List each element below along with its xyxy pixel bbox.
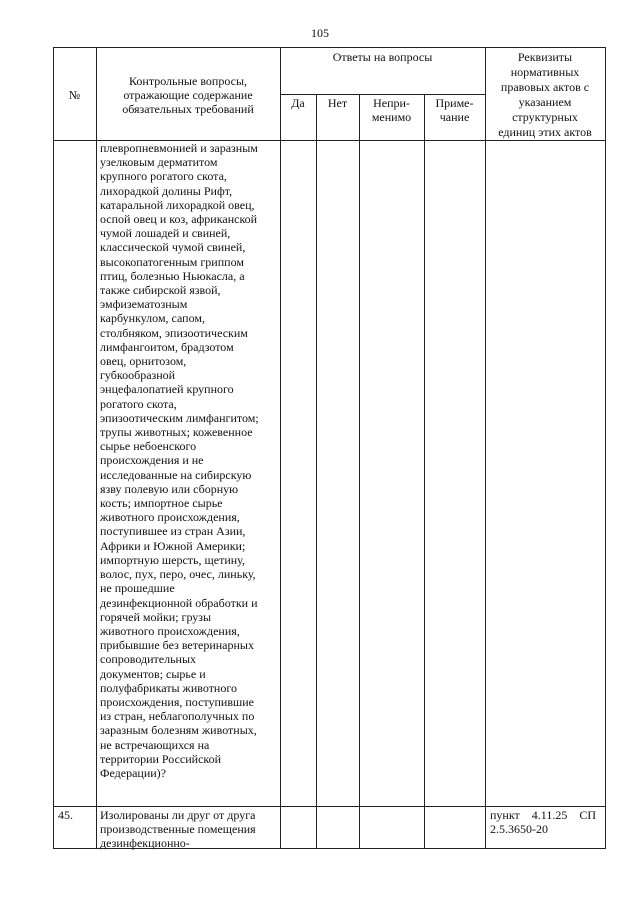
header-answer-na-line: Непри- bbox=[373, 96, 410, 110]
continued-question-line: крупного рогатого скота, bbox=[100, 169, 227, 184]
col-border-right bbox=[605, 47, 606, 849]
continued-question-line: трупы животных; кожевенное bbox=[100, 425, 253, 440]
row-45-requisite-line: пункт 4.11.25 СП bbox=[490, 808, 596, 822]
continued-question-line: не прошедшие bbox=[100, 581, 175, 596]
continued-question-line: сырье небоенского bbox=[100, 439, 197, 454]
continued-question-line: горячей мойки; грузы bbox=[100, 609, 212, 624]
continued-question-line: Африки и Южной Америки; bbox=[100, 538, 246, 553]
continued-question-line: оспой овец и коз, африканской bbox=[100, 212, 258, 227]
continued-question-line: плевропневмонией и заразным bbox=[100, 141, 258, 155]
row-45-requisite-line: 2.5.3650-20 bbox=[490, 822, 548, 836]
header-questions bbox=[96, 74, 280, 116]
col-border-yes bbox=[316, 94, 317, 849]
header-questions-line: Контрольные вопросы, bbox=[128, 74, 248, 88]
continued-question-line: столбняком, эпизоотическим bbox=[100, 325, 248, 340]
continued-question-text bbox=[100, 141, 280, 780]
col-border-left bbox=[53, 47, 54, 849]
header-requisites-line: указанием bbox=[518, 95, 572, 109]
continued-question-line: территории Российской bbox=[100, 751, 222, 766]
table-top-border bbox=[53, 47, 605, 48]
header-answer-note-line: чание bbox=[439, 110, 470, 124]
continued-question-line: овец, орнитозом, bbox=[100, 354, 187, 369]
continued-question-line: исследованные на сибирскую bbox=[100, 467, 252, 482]
continued-question-line: эпизоотическим лимфангитом; bbox=[100, 410, 259, 425]
row-45-question-line: дезинфекционно- bbox=[100, 836, 190, 851]
continued-question-line: волос, пух, перо, очес, линьку, bbox=[100, 567, 256, 582]
col-border-no bbox=[359, 94, 360, 849]
continued-question-line: животного происхождения, bbox=[100, 623, 240, 638]
continued-question-line: лихорадкой долины Рифт, bbox=[100, 183, 233, 198]
continued-question-line: документов; сырье и bbox=[100, 666, 206, 681]
header-questions-line: отражающие содержание bbox=[123, 88, 253, 102]
continued-question-line: также сибирской язвой, bbox=[100, 283, 221, 298]
continued-question-line: Федерации)? bbox=[100, 765, 166, 780]
header-questions-line: обязательных требований bbox=[122, 102, 254, 116]
row-45-number: 45. bbox=[58, 808, 73, 822]
continued-question-line: губкообразной bbox=[100, 368, 176, 383]
continued-question-line: птиц, болезнью Ньюкасла, а bbox=[100, 268, 245, 283]
continued-question-line: кость; импортное сырье bbox=[100, 496, 223, 511]
col-border-note bbox=[485, 47, 486, 849]
continued-question-line: эмфизематозным bbox=[100, 297, 188, 312]
header-answers: Ответы на вопросы bbox=[332, 50, 433, 64]
continued-question-line: сопроводительных bbox=[100, 652, 197, 667]
continued-question-line: из стран, неблагополучных по bbox=[100, 709, 255, 724]
page-number: 105 bbox=[311, 26, 329, 40]
continued-question-line: происхождения, поступившие bbox=[100, 694, 254, 709]
continued-question-line: узелковым дерматитом bbox=[100, 155, 218, 170]
col-border-number bbox=[96, 47, 97, 849]
col-border-na bbox=[424, 94, 425, 849]
answers-header-divider bbox=[280, 94, 485, 95]
header-answer-note bbox=[424, 96, 485, 124]
col-border-question bbox=[280, 47, 281, 849]
continued-question-line: не встречающихся на bbox=[100, 737, 210, 752]
header-answer-na-line: менимо bbox=[371, 110, 412, 124]
header-number: № bbox=[68, 88, 81, 102]
header-requisites-line: нормативных bbox=[510, 65, 580, 79]
continued-question-line: карбункулом, сапом, bbox=[100, 311, 205, 326]
row-45-question bbox=[100, 808, 280, 851]
header-answer-note-line: Приме- bbox=[435, 96, 474, 110]
continued-question-line: рогатого скота, bbox=[100, 396, 177, 411]
header-answer-yes: Да bbox=[291, 96, 305, 110]
header-requisites-line: единиц этих актов bbox=[498, 125, 592, 139]
continued-question-line: язву полевую или сборную bbox=[100, 481, 239, 496]
continued-question-line: высокопатогенным гриппом bbox=[100, 254, 244, 269]
row-divider bbox=[53, 806, 605, 807]
header-answer-na bbox=[359, 96, 424, 124]
continued-question-line: чумой лошадей и свиней, bbox=[100, 226, 231, 241]
continued-question-line: дезинфекционной обработки и bbox=[100, 595, 258, 610]
continued-question-line: происхождения и не bbox=[100, 453, 204, 468]
continued-question-line: животного происхождения, bbox=[100, 510, 240, 525]
continued-question-line: энцефалопатией крупного bbox=[100, 382, 234, 397]
header-requisites-line: правовых актов с bbox=[500, 80, 590, 94]
row-45-question-line: Изолированы ли друг от друга bbox=[100, 808, 256, 822]
continued-question-line: поступившее из стран Азии, bbox=[100, 524, 246, 539]
continued-question-line: классической чумой свиней, bbox=[100, 240, 246, 255]
continued-question-line: импортную шерсть, щетину, bbox=[100, 552, 245, 567]
continued-question-line: катаральной лихорадкой овец, bbox=[100, 197, 255, 212]
header-requisites bbox=[485, 50, 605, 140]
continued-question-line: лимфангоитом, брадзотом bbox=[100, 339, 234, 354]
header-requisites-line: Реквизиты bbox=[517, 50, 573, 64]
header-requisites-line: структурных bbox=[512, 110, 578, 124]
row-45-question-line: производственные помещения bbox=[100, 822, 256, 837]
header-answer-no: Нет bbox=[327, 96, 348, 110]
continued-question-line: заразным болезням животных, bbox=[100, 723, 257, 738]
continued-question-line: полуфабрикаты животного bbox=[100, 680, 237, 695]
row-45-requisites bbox=[490, 808, 602, 836]
continued-question-line: прибывшие без ветеринарных bbox=[100, 638, 254, 653]
